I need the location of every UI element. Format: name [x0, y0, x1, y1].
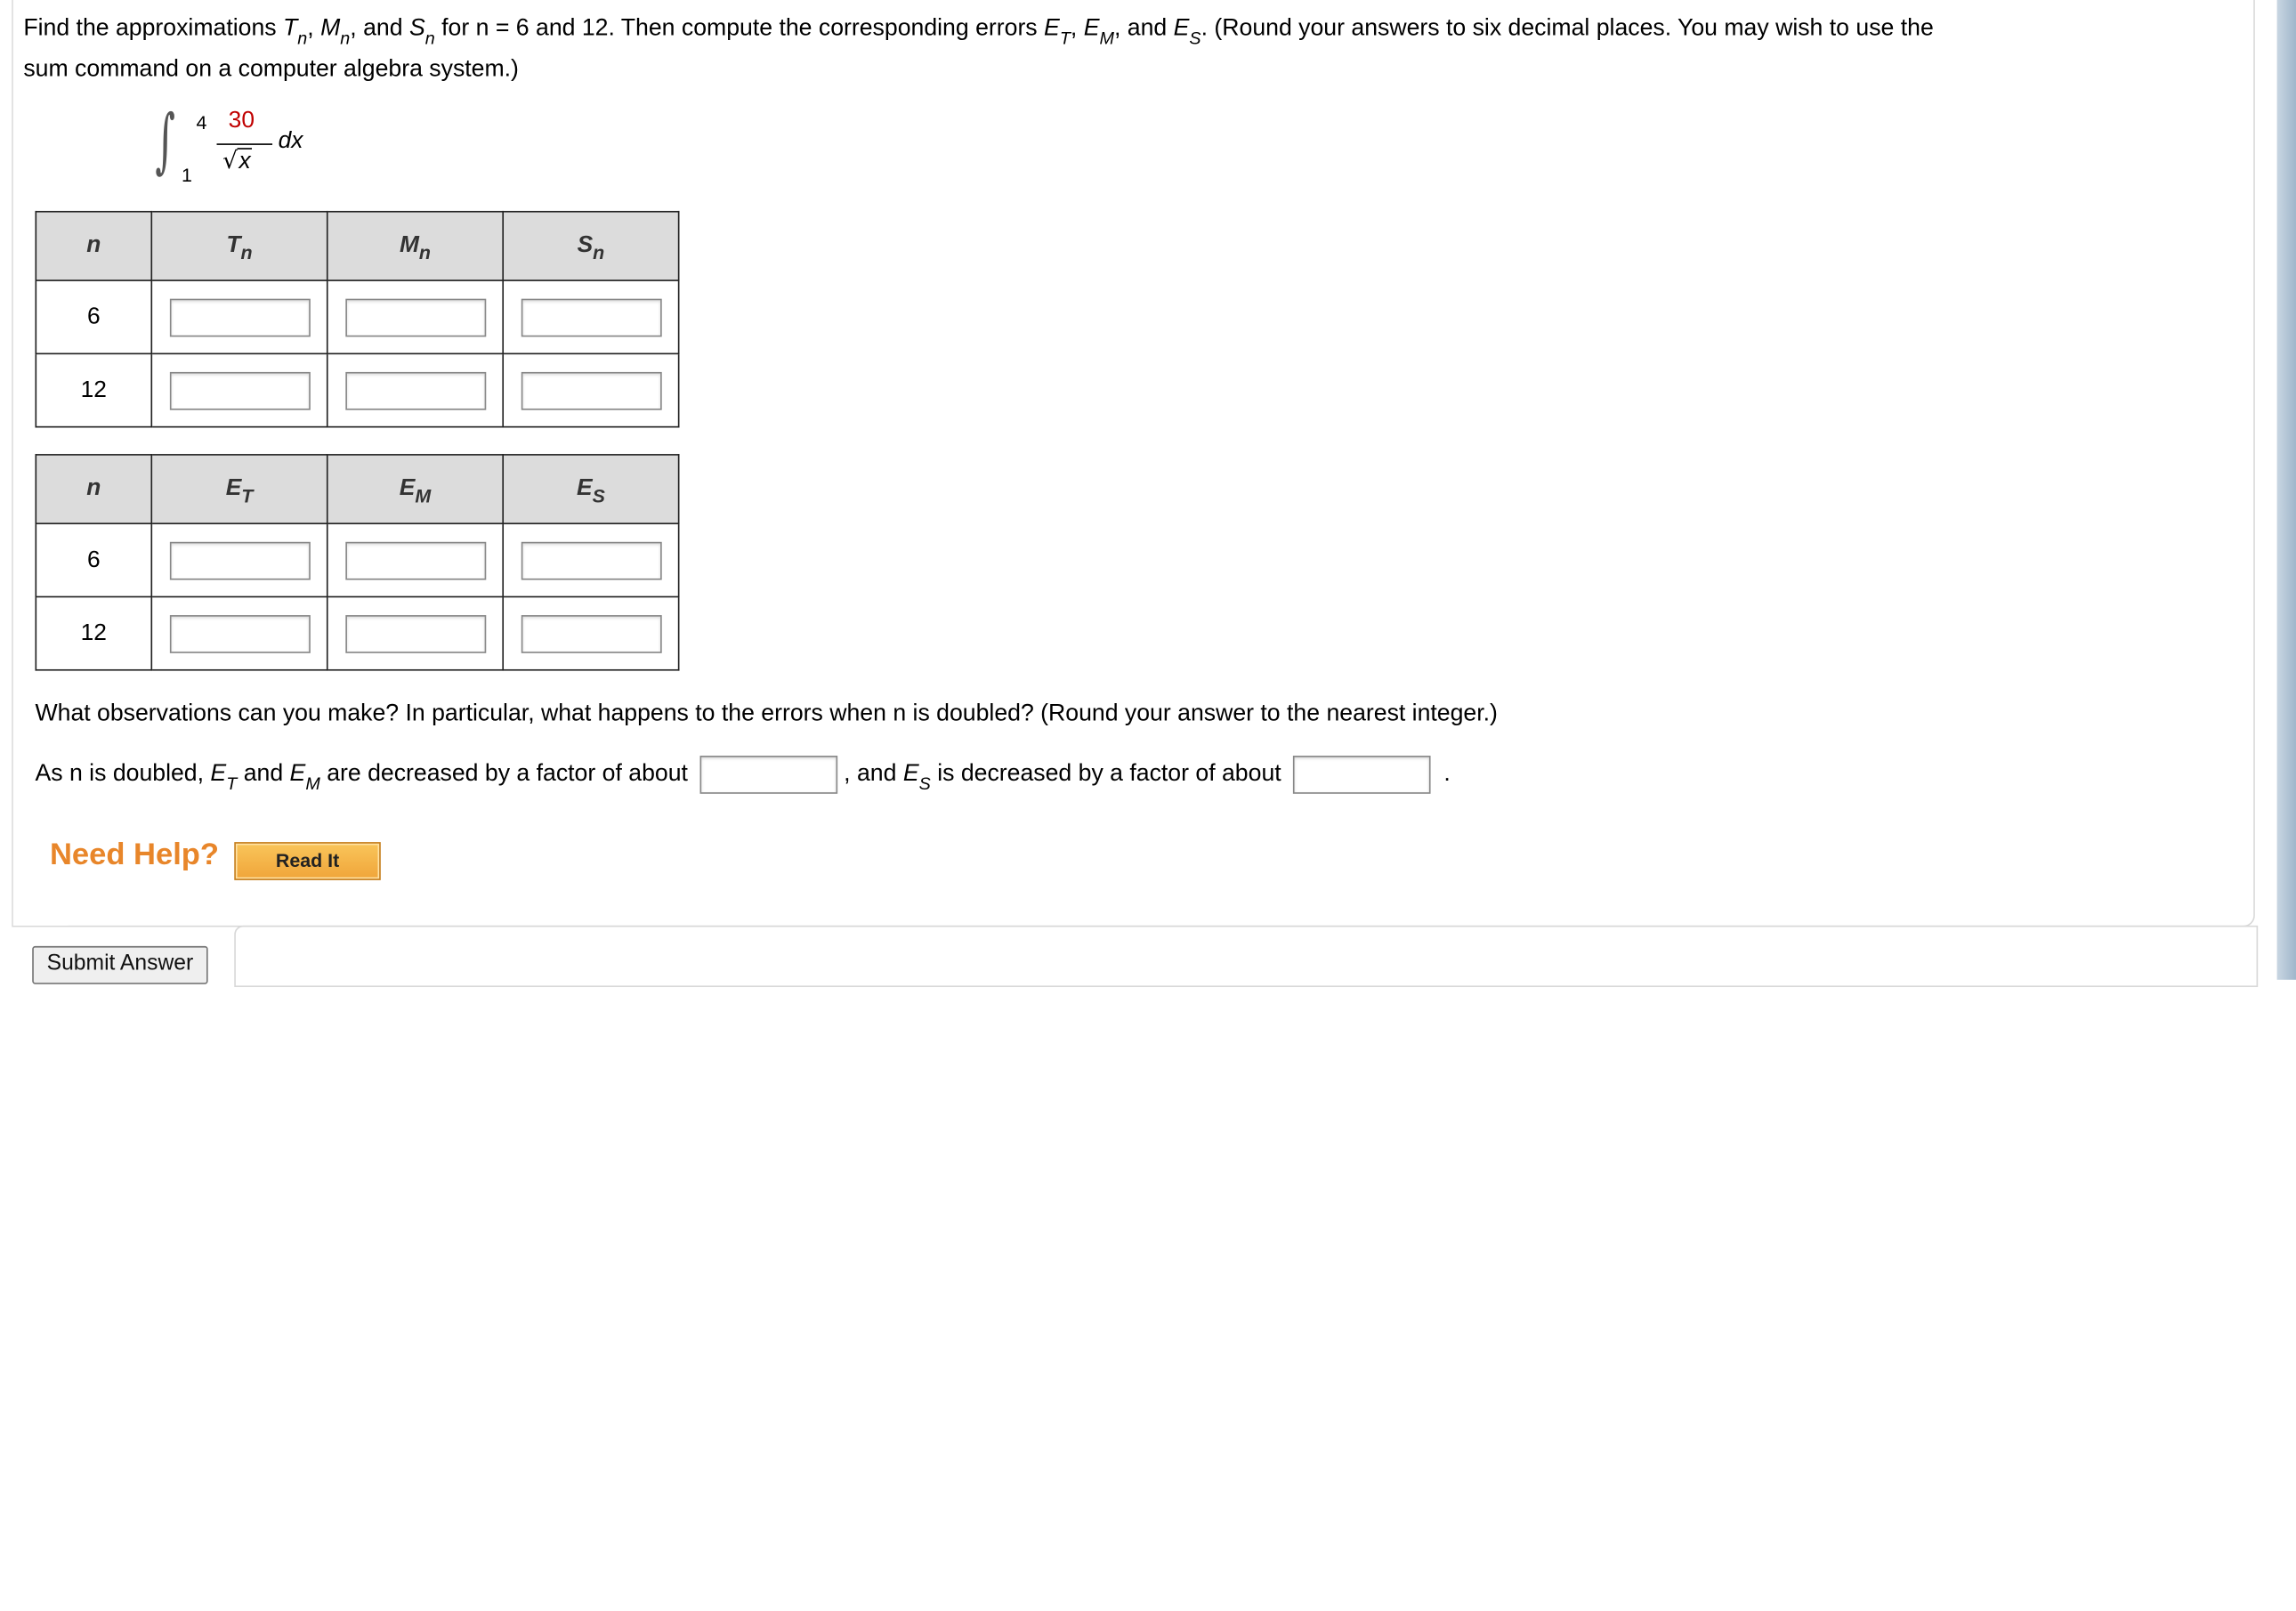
and-word: and [1127, 14, 1168, 42]
cell-ET12 [151, 597, 327, 670]
cell-ES6 [503, 523, 678, 596]
sub-T: T [226, 773, 238, 794]
errors-table [35, 454, 679, 671]
var-M: M [320, 14, 341, 42]
answer-input-ES12[interactable] [521, 614, 661, 652]
answer-input-EM12[interactable] [344, 614, 485, 652]
var-T: T [282, 14, 298, 42]
sub-n: n [297, 28, 308, 49]
upper-limit: 4 [196, 111, 207, 134]
table-row [36, 280, 678, 353]
sub-S: S [918, 773, 931, 794]
cell-ES12 [503, 597, 678, 670]
sub-M: M [305, 773, 320, 794]
table-header-row [36, 212, 678, 280]
sub-n: n [340, 28, 351, 49]
cell-S6 [503, 280, 678, 353]
cell-ET6 [151, 523, 327, 596]
header-ES [503, 455, 678, 523]
integral-expression [155, 99, 330, 190]
row-n-value: 12 [36, 597, 151, 670]
var-E: E [1083, 14, 1100, 42]
factor-input-TM[interactable] [700, 756, 838, 794]
header-sub: M [415, 484, 432, 507]
header-sub: S [592, 484, 605, 507]
cell-T6 [151, 280, 327, 353]
header-S-label: S [577, 232, 594, 258]
observation-answer-line [35, 753, 1450, 796]
answer-input-M12[interactable] [344, 371, 485, 409]
header-n [36, 455, 151, 523]
and-word: and [243, 759, 284, 787]
and-word: and [363, 14, 403, 42]
cell-T12 [151, 353, 327, 426]
answer-input-T12[interactable] [169, 371, 310, 409]
cell-M12 [327, 353, 503, 426]
header-M-label: M [399, 232, 419, 258]
next-question-panel [234, 926, 2258, 987]
header-EM [327, 455, 503, 523]
lower-limit: 1 [182, 164, 192, 186]
question-prompt: Find the approximations $T_n$, $M_n$, and $S_n$ for n = 6 and 12. Then compute the corresponding errors $E_T$, $E_M$, and $E_S$. (Round your answers to six decimal places. You may wish to use the sum command on a computer algebra system.) [23, 14, 1934, 83]
answer-input-ES6[interactable] [521, 541, 661, 579]
factor-input-S[interactable] [1294, 756, 1432, 794]
header-sub: n [240, 241, 253, 264]
table-header-row [36, 455, 678, 523]
for-n-text: for n = 6 and 12. Then compute the corresponding errors [441, 14, 1038, 42]
answer-input-M6[interactable] [344, 298, 485, 336]
header-E-label: E [225, 475, 242, 501]
approximations-table [35, 211, 679, 428]
fraction-bar [217, 143, 273, 145]
row-n-value: 6 [36, 280, 151, 353]
integral-sign-icon: ∫ [155, 99, 176, 182]
header-Tn [151, 212, 327, 280]
var-E: E [902, 759, 919, 787]
prompt-text: Find the approximations [23, 14, 277, 42]
read-it-button[interactable]: Read It [234, 842, 381, 880]
answer-input-EM6[interactable] [344, 541, 485, 579]
var-E: E [1044, 14, 1060, 42]
prompt-line2: sum command on a computer algebra system.) [23, 55, 519, 83]
table-row [36, 523, 678, 596]
is-decreased-text: is decreased by a factor of about [937, 759, 1281, 787]
header-n-label: n [86, 232, 101, 258]
answer-input-ET6[interactable] [169, 541, 310, 579]
answer-input-S6[interactable] [521, 298, 661, 336]
header-sub: n [418, 241, 431, 264]
sub-M: M [1099, 28, 1114, 49]
observation-question: What observations can you make? In particular, what happens to the errors when n is doubled? (Round your answer to the nearest integer.) [35, 700, 1498, 727]
cell-S12 [503, 353, 678, 426]
header-Mn [327, 212, 503, 280]
decreased-text: are decreased by a factor of about [327, 759, 688, 787]
sub-n: n [424, 28, 435, 49]
header-E-label: E [577, 475, 593, 501]
denominator-var: x [238, 149, 251, 174]
period: . [1443, 759, 1451, 787]
header-E-label: E [399, 475, 416, 501]
as-n-text: As n is doubled, [35, 759, 205, 787]
cell-EM6 [327, 523, 503, 596]
header-sub: T [241, 484, 254, 507]
table-row [36, 353, 678, 426]
cell-M6 [327, 280, 503, 353]
right-edge-panel [2277, 0, 2296, 980]
header-n [36, 212, 151, 280]
need-help-label: Need Help? [49, 838, 220, 872]
var-E: E [1173, 14, 1190, 42]
answer-input-S12[interactable] [521, 371, 661, 409]
var-E: E [289, 759, 306, 787]
numerator: 30 [228, 108, 255, 134]
header-ET [151, 455, 327, 523]
dx: dx [278, 128, 303, 154]
row-n-value: 6 [36, 523, 151, 596]
row-n-value: 12 [36, 353, 151, 426]
submit-answer-button[interactable]: Submit Answer [32, 946, 207, 984]
denominator [222, 147, 252, 176]
sqrt-icon: √ [222, 146, 238, 174]
table-row [36, 597, 678, 670]
answer-input-T6[interactable] [169, 298, 310, 336]
var-E: E [210, 759, 227, 787]
cell-EM12 [327, 597, 503, 670]
round-note: (Round your answers to six decimal places. You may wish to use the [1214, 14, 1934, 42]
answer-input-ET12[interactable] [169, 614, 310, 652]
header-Sn [503, 212, 678, 280]
sub-T: T [1059, 28, 1071, 49]
header-T-label: T [226, 232, 241, 258]
header-n-label: n [86, 475, 101, 501]
comma-and-text: , and [844, 759, 897, 787]
header-sub: n [593, 241, 605, 264]
sub-S: S [1189, 28, 1201, 49]
var-S: S [408, 14, 425, 42]
